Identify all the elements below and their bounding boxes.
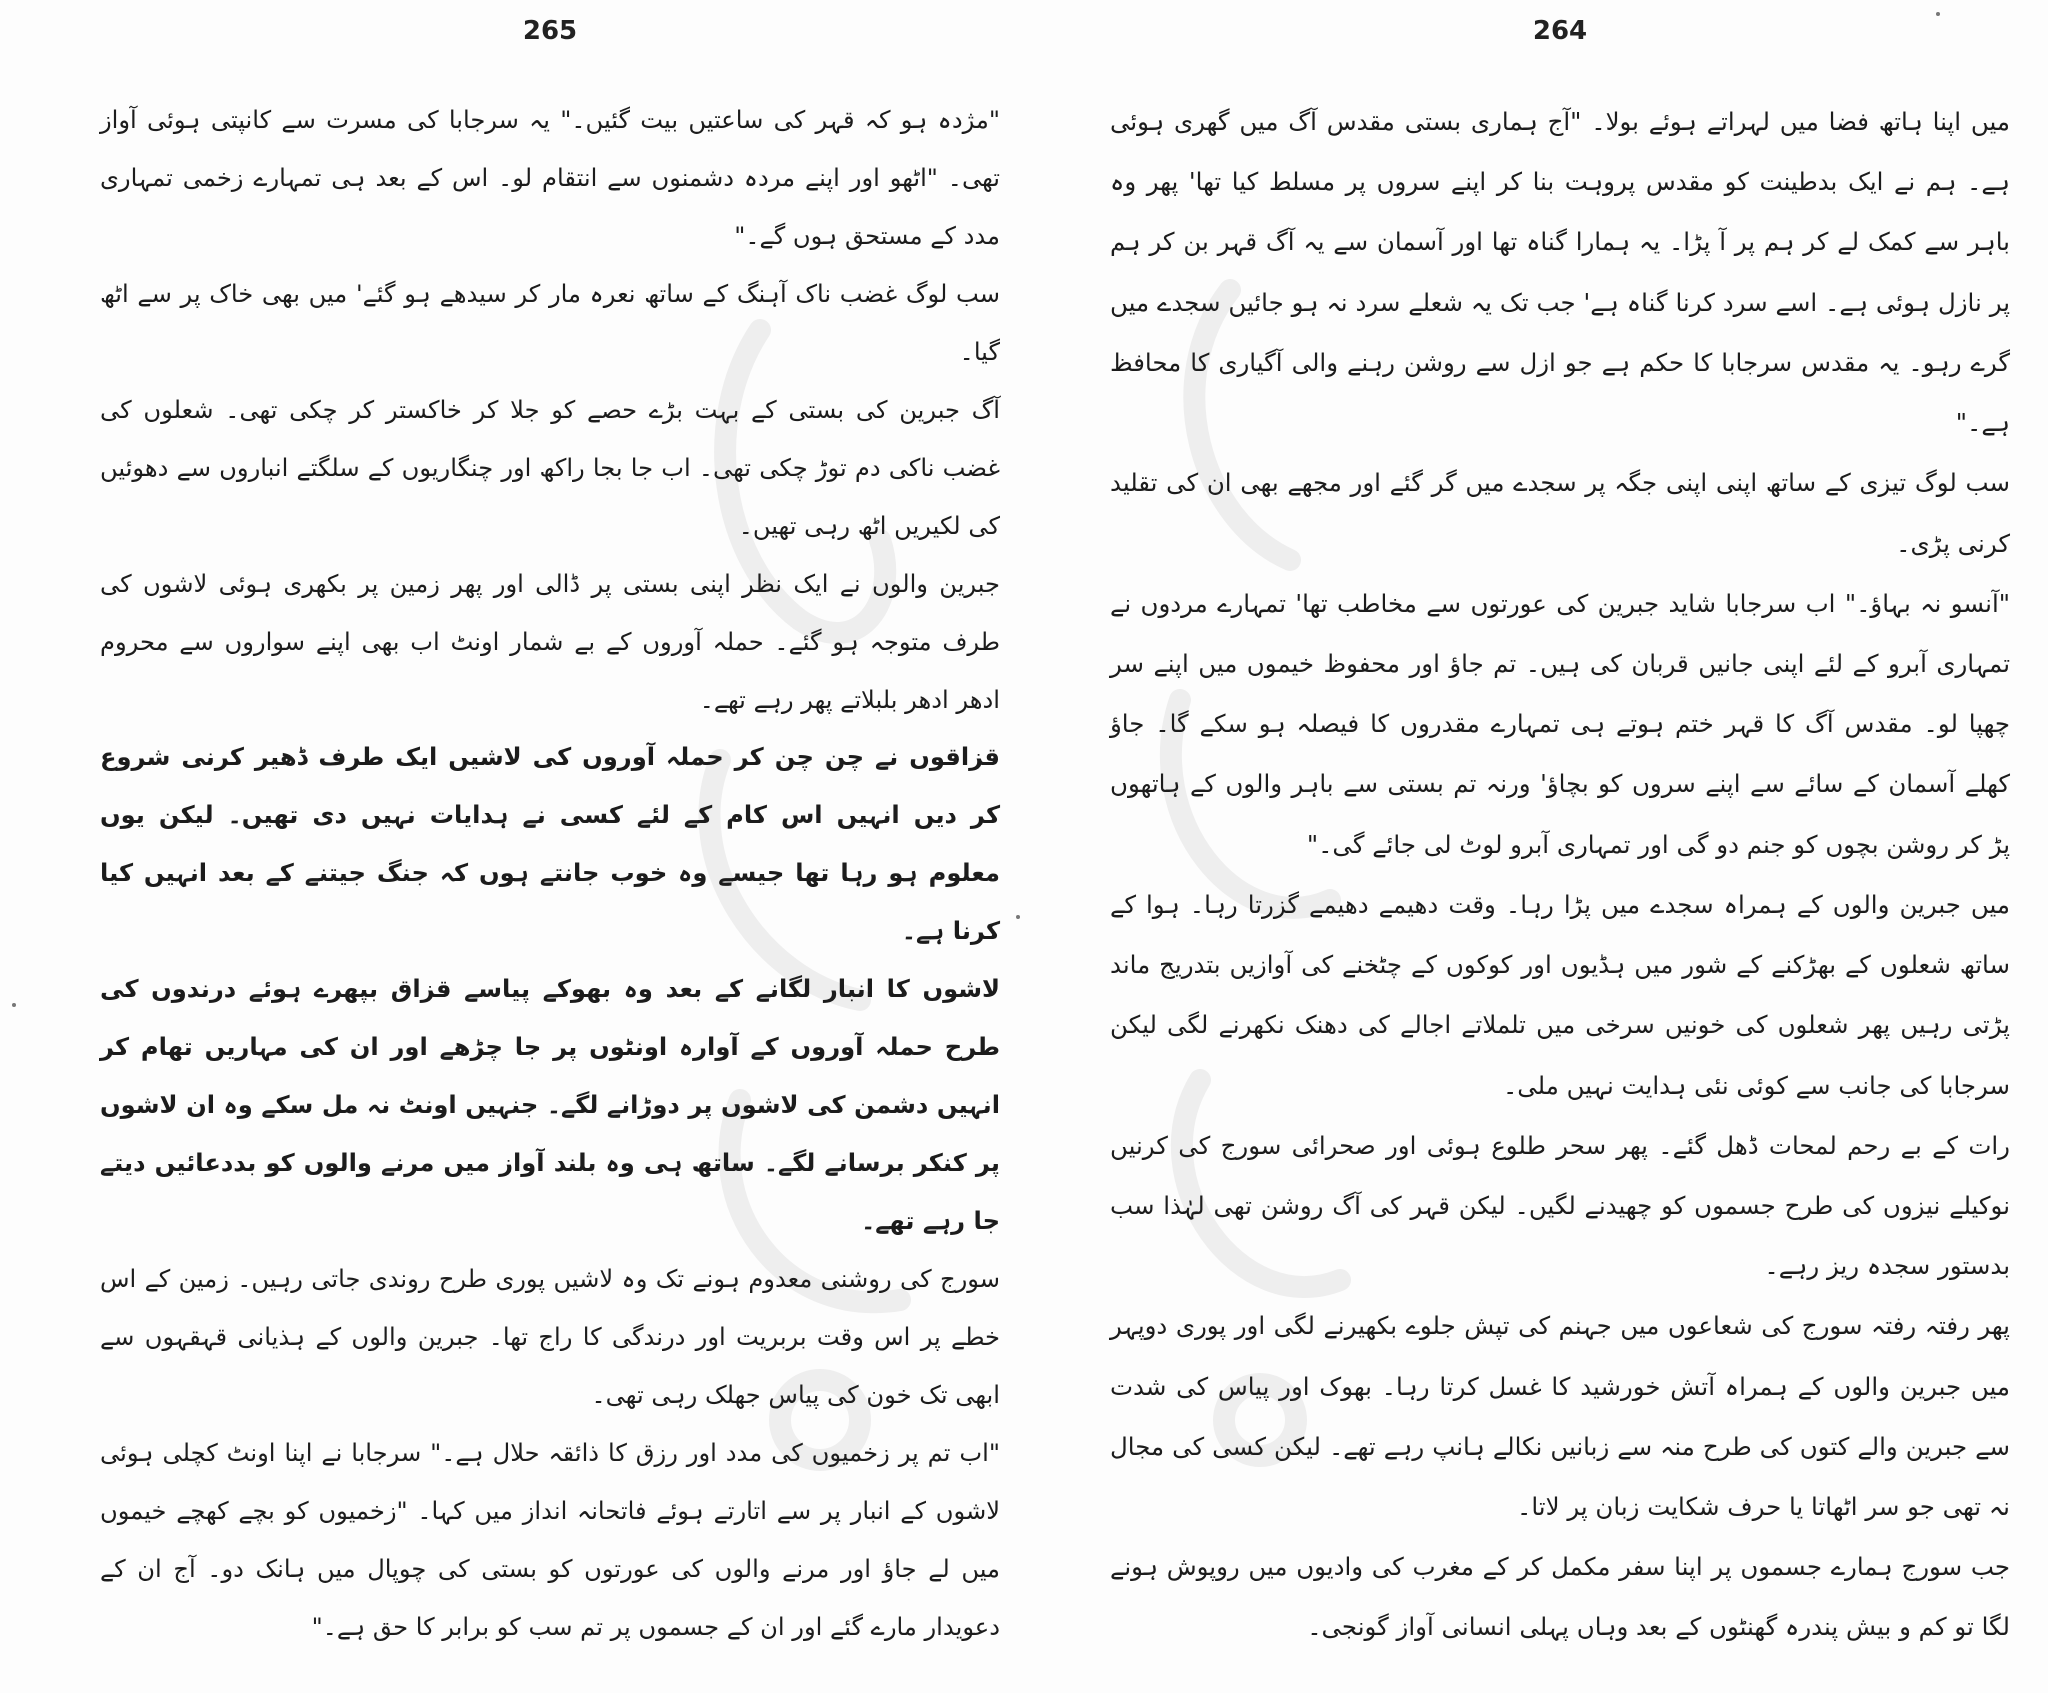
page-264 [1110,0,2010,1693]
scan-speck [12,1003,16,1007]
paragraph: سب لوگ تیزی کے ساتھ اپنی اپنی جگہ پر سجدے میں گر گئے اور مجھے بھی ان کی تقلید کرنی پڑی۔ [1110,468,2010,558]
paragraph: سب لوگ غضب ناک آہنگ کے ساتھ نعرہ مار کر سیدھے ہو گئے' میں بھی خاک پر سے اٹھ گیا۔ [100,279,1000,366]
paragraph: آگ جبرین کی بستی کے بہت بڑے حصے کو جلا کر خاکستر کر چکی تھی۔ شعلوں کی غضب ناکی دم توڑ چکی تھی۔ اب جا بجا راکھ اور چنگاریوں کے سلگتے انباروں سے دھوئیں کی لکیریں اٹھ رہی تھیں۔ [100,395,1000,540]
paragraph: قزاقوں نے چن چن کر حملہ آوروں کی لاشیں ایک طرف ڈھیر کرنی شروع کر دیں انہیں اس کام کے لئے کسی نے ہدایات نہیں دی تھیں۔ لیکن یوں معلوم ہو رہا تھا جیسے وہ خوب جانتے ہوں کہ جنگ جیتنے کے بعد انہیں کیا کرنا ہے۔ [100,743,1000,946]
paragraph: "مژدہ ہو کہ قہر کی ساعتیں بیت گئیں۔" یہ سرجابا کی مسرت سے کانپتی ہوئی آواز تھی۔ "اٹھو اور اپنے مردہ دشمنوں سے انتقام لو۔ اس کے بعد ہی تمہارے زخمی تمہاری مدد کے مستحق ہوں گے۔" [100,106,1000,250]
paragraph: جب سورج ہمارے جسموں پر اپنا سفر مکمل کر کے مغرب کی وادیوں میں روپوش ہونے لگا تو کم و بیش پندرہ گھنٹوں کے بعد وہاں پہلی انسانی آواز گونجی۔ [1110,1552,2010,1642]
page-number: 265 [522,16,578,46]
page-text [1110,92,2010,1658]
paragraph: سورج کی روشنی معدوم ہونے تک وہ لاشیں پوری طرح روندی جاتی رہیں۔ زمین کے اس خطے پر اس وقت بربریت اور درندگی کا راج تھا۔ جبرین والوں کے ہذیانی قہقہوں سے ابھی تک خون کی پیاس جھلک رہی تھی۔ [100,1265,1000,1409]
paragraph: لاشوں کا انبار لگانے کے بعد وہ بھوکے پیاسے قزاق بپھرے ہوئے درندوں کی طرح حملہ آوروں کے آوارہ اونٹوں پر جا چڑھے اور ان کی مہاریں تھام کر انہیں دشمن کی لاشوں پر دوڑانے لگے۔ جنہیں اونٹ نہ مل سکے وہ ان لاشوں پر کنکر برسانے لگے۔ ساتھ ہی وہ بلند آواز میں مرنے والوں کو بددعائیں دیتے جا رہے تھے۔ [100,975,1000,1236]
paragraph: "اب تم پر زخمیوں کی مدد اور رزق کا ذائقہ حلال ہے۔" سرجابا نے اپنا اونٹ کچلی ہوئی لاشوں کے انبار پر سے اتارتے ہوئے فاتحانہ انداز میں کہا۔ "زخمیوں کو بچے کھچے خیموں میں لے جاؤ اور مرنے والوں کی عورتوں کو بستی کی چوپال میں ہانک دو۔ آج ان کے دعویدار مارے گئے اور ان کے جسموں پر تم سب کو برابر کا حق ہے۔" [100,1438,1000,1641]
paragraph: "آنسو نہ بہاؤ۔" اب سرجابا شاید جبرین کی عورتوں سے مخاطب تھا' تمہارے مردوں نے تمہاری آبرو کے لئے اپنی جانیں قربان کی ہیں۔ تم جاؤ اور محفوظ خیموں میں اپنے سر چھپا لو۔ مقدس آگ کا قہر ختم ہوتے ہی تمہارے مقدروں کا فیصلہ ہو سکے گا۔ جاؤ کھلے آسمان کے سائے سے اپنے سروں کو بچاؤ' ورنہ تم بستی سے باہر والوں کے ہاتھوں پڑ کر روشن بچوں کو جنم دو گی اور تمہاری آبرو لوٹ لی جائے گی۔" [1110,588,2010,859]
page-265 [100,0,1000,1693]
scan-speck [1936,12,1940,16]
paragraph: میں جبرین والوں کے ہمراہ سجدے میں پڑا رہا۔ وقت دھیمے دھیمے گزرتا رہا۔ ہوا کے ساتھ شعلوں کے بھڑکنے کے شور میں ہڈیوں اور کوکوں کے چٹخنے کی آوازیں بتدریج ماند پڑتی رہیں پھر شعلوں کی خونیں سرخی میں تلملاتے اجالے کی دھنک نکھرنے لگی لیکن سرجابا کی جانب سے کوئی نئی ہدایت نہیں ملی۔ [1110,889,2010,1100]
paragraph: پھر رفتہ رفتہ سورج کی شعاعوں میں جہنم کی تپش جلوے بکھیرنے لگی اور پوری دوپہر میں جبرین والوں کے ہمراہ آتش خورشید کا غسل کرتا رہا۔ بھوک اور پیاس کی شدت سے جبرین والے کتوں کی طرح منہ سے زبانیں نکالے ہانپ رہے تھے۔ لیکن کسی کی مجال نہ تھی جو سر اٹھاتا یا حرف شکایت زبان پر لاتا۔ [1110,1311,2010,1522]
page-number: 264 [1532,16,1588,46]
page-text [100,92,1000,1657]
scan-speck [1016,915,1020,919]
paragraph: جبرین والوں نے ایک نظر اپنی بستی پر ڈالی اور پھر زمین پر بکھری ہوئی لاشوں کی طرف متوجہ ہو گئے۔ حملہ آوروں کے بے شمار اونٹ اب بھی اپنے سواروں سے محروم ادھر ادھر بلبلاتے پھر رہے تھے۔ [100,569,1000,714]
paragraph: رات کے بے رحم لمحات ڈھل گئے۔ پھر سحر طلوع ہوئی اور صحرائی سورج کی کرنیں نوکیلے نیزوں کی طرح جسموں کو چھیدنے لگیں۔ لیکن قہر کی آگ روشن تھی لہٰذا سب بدستور سجدہ ریز رہے۔ [1110,1130,2010,1281]
paragraph: میں اپنا ہاتھ فضا میں لہراتے ہوئے بولا۔ "آج ہماری بستی مقدس آگ میں گھری ہوئی ہے۔ ہم نے ایک بدطینت کو مقدس پروہت بنا کر اپنے سروں پر مسلط کیا تھا' پھر وہ باہر سے کمک لے کر ہم پر آ پڑا۔ یہ ہمارا گناہ تھا اور آسمان سے یہ آگ قہر بن کر ہم پر نازل ہوئی ہے۔ اسے سرد کرنا گناہ ہے' جب تک یہ شعلے سرد نہ ہو جائیں سجدے میں گرے رہو۔ یہ مقدس سرجابا کا حکم ہے جو ازل سے روشن رہنے والی آگیاری کا محافظ ہے۔" [1110,107,2010,438]
